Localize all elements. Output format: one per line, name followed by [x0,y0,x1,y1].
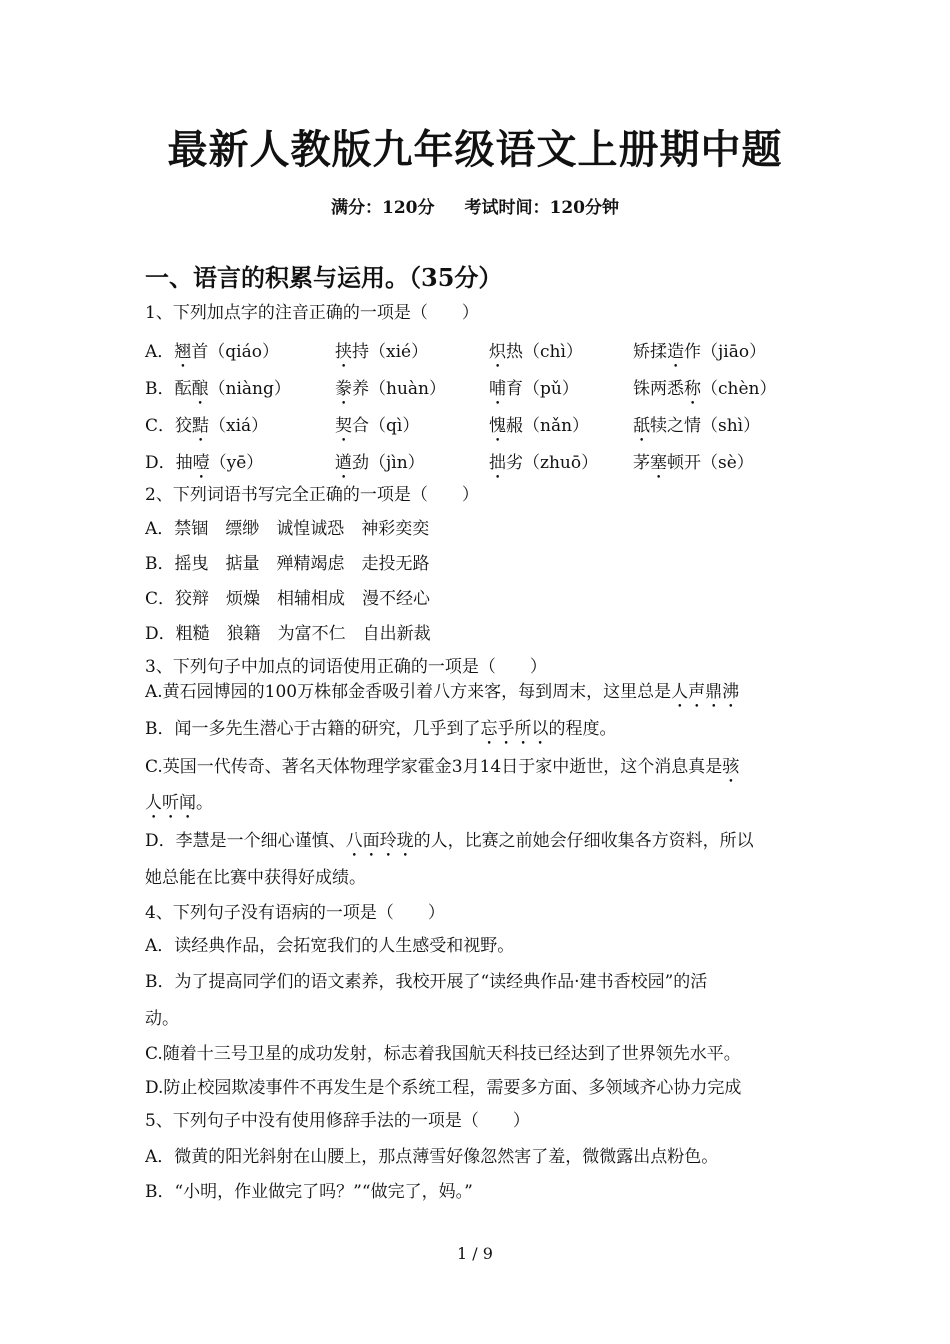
q1-d-item-1: D．抽噎（yē） [145,453,264,473]
question-3-stem: 3、下列句子中加点的词语使用正确的一项是（ ） [145,657,547,677]
q1-b-item-3: 哺育（pǔ） [489,379,579,399]
q1-c-item-1: C．狡黠（xiá） [145,416,269,436]
q1-a-item-3: 炽热（chì） [489,342,583,362]
q1-b-item-4: 铢两悉称（chèn） [633,379,777,399]
q1-d-item-3: 拙劣（zhuō） [489,453,599,473]
q1-a-item-4: 矫揉造作（jiāo） [633,342,767,362]
exam-duration: 考试时间：120分钟 [464,198,619,218]
q1-c-item-3: 愧赧（nǎn） [489,416,590,436]
q3-option-c-line1: C.英国一代传奇、著名天体物理学家霍金3月14日于家中逝世，这个消息真是骇 [145,757,740,777]
q4-option-b-line2: 动。 [145,1009,179,1029]
q3-option-c-line2: 人听闻。 [145,793,213,813]
q1-a-item-1: A．翘首（qiáo） [145,342,279,362]
q1-option-row-d [145,448,810,472]
q4-option-d: D.防止校园欺凌事件不再发生是个系统工程，需要多方面、多领域齐心协力完成 [145,1078,742,1098]
q1-a-item-2: 挟持（xié） [335,342,429,362]
q3-option-b: B．闻一多先生潜心于古籍的研究，几乎到了忘乎所以的程度。 [145,719,617,739]
q2-option-b: B．摇曳 掂量 殚精竭虑 走投无路 [145,554,430,574]
q4-option-c: C.随着十三号卫星的成功发射，标志着我国航天科技已经达到了世界领先水平。 [145,1044,741,1064]
q3-option-d-line1: D．李慧是一个细心谨慎、八面玲珑的人，比赛之前她会仔细收集各方资料，所以 [145,831,754,851]
q5-option-b: B．“小明，作业做完了吗？”“做完了，妈。” [145,1182,473,1202]
q1-c-item-4: 舐犊之情（shì） [633,416,761,436]
q2-option-d: D．粗糙 狼籍 为富不仁 自出新裁 [145,624,431,644]
question-2-stem: 2、下列词语书写完全正确的一项是（ ） [145,485,479,505]
q1-b-item-1: B．酝酿（niàng） [145,379,291,399]
q1-option-row-b [145,374,810,398]
q3-option-d-line2: 她总能在比赛中获得好成绩。 [145,868,366,888]
question-4-stem: 4、下列句子没有语病的一项是（ ） [145,903,445,923]
exam-info [0,193,950,218]
q1-d-item-2: 遒劲（jìn） [335,453,425,473]
q4-option-b-line1: B．为了提高同学们的语文素养，我校开展了“读经典作品·建书香校园”的活 [145,972,708,992]
question-5-stem: 5、下列句子中没有使用修辞手法的一项是（ ） [145,1111,530,1131]
full-score: 满分：120分 [331,198,435,218]
page-number: 1 / 9 [457,1244,493,1263]
q2-option-a: A．禁锢 缥缈 诚惶诚恐 神彩奕奕 [145,519,430,539]
question-1-stem: 1、下列加点字的注音正确的一项是（ ） [145,303,479,323]
q1-d-item-4: 茅塞顿开（sè） [633,453,754,473]
document-title: 最新人教版九年级语文上册期中题 [167,126,783,173]
q2-option-c: C．狡辩 烦燥 相辅相成 漫不经心 [145,589,431,609]
q1-c-item-2: 契合（qì） [335,416,420,436]
q1-b-item-2: 豢养（huàn） [335,379,446,399]
section-heading: 一、语言的积累与运用。（35分） [145,263,503,292]
q1-option-row-c [145,411,810,435]
q5-option-a: A．微黄的阳光斜射在山腰上，那点薄雪好像忽然害了羞，微微露出点粉色。 [145,1147,719,1167]
q1-option-row-a [145,337,810,361]
q4-option-a: A．读经典作品，会拓宽我们的人生感受和视野。 [145,936,515,956]
q3-option-a: A.黄石园博园的100万株郁金香吸引着八方来客，每到周末，这里总是人声鼎沸 [145,682,740,702]
